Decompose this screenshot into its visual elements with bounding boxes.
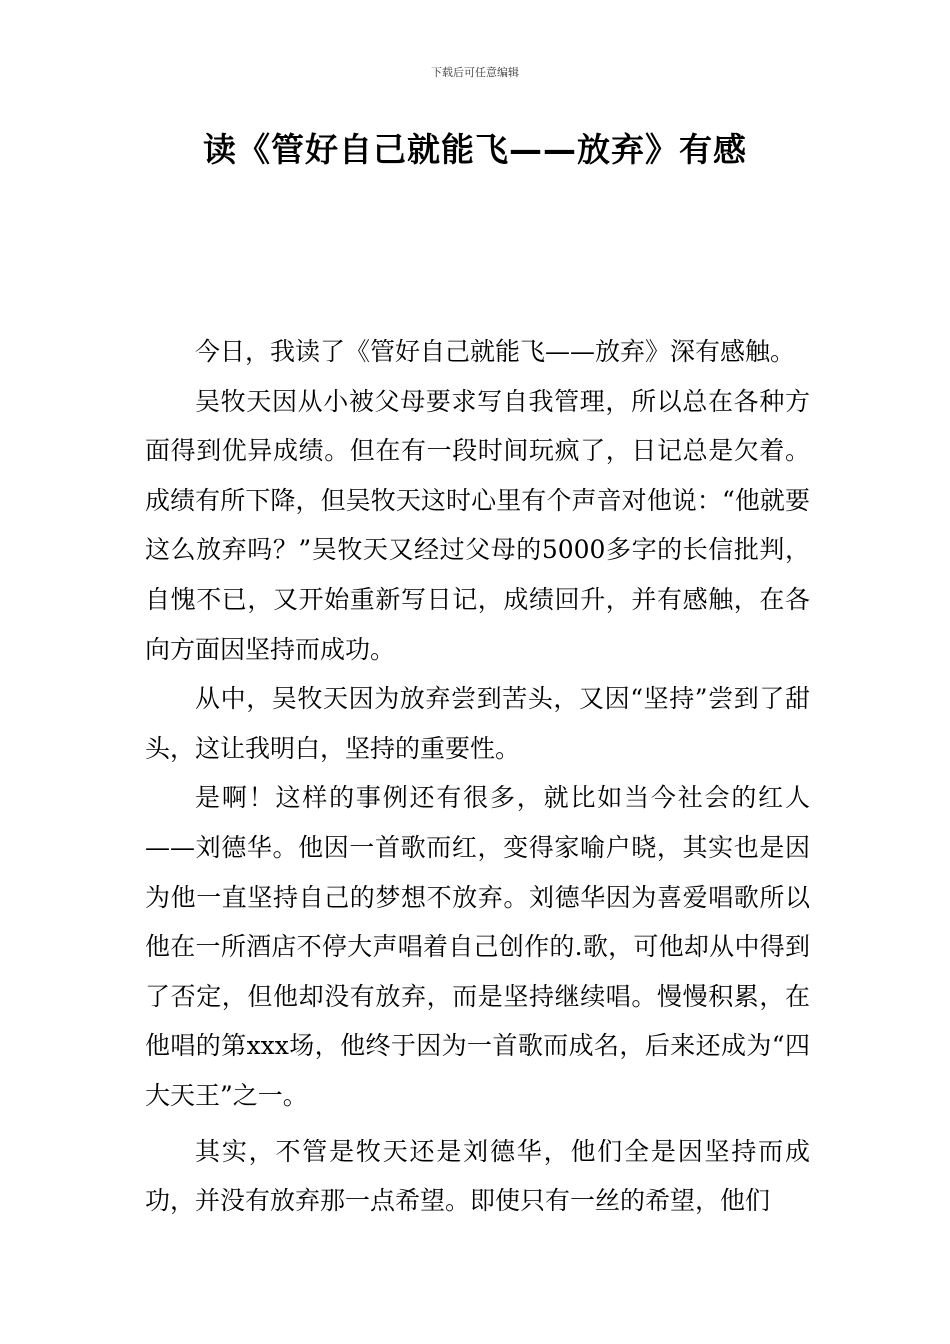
document-title: 读《管好自己就能飞——放弃》有感 bbox=[203, 130, 747, 169]
paragraph-4: 是啊！这样的事例还有很多，就比如当今社会的红人——刘德华。他因一首歌而红，变得家喻户晓，其实也是因为他一直坚持自己的梦想不放弃。刘德华因为喜爱唱歌所以他在一所酒店不停大声唱着自己创作的.歌，可他却从中得到了否定，但他却没有放弃，而是坚持继续唱。慢慢积累，在他唱的第xxx场，他终于因为一首歌而成名，后来还成为“四大天王”之一。 bbox=[145, 783, 810, 1110]
paragraph-3: 从中，吴牧天因为放弃尝到苦头，又因“坚持”尝到了甜头，这让我明白，坚持的重要性。 bbox=[145, 684, 810, 763]
paragraph-2: 吴牧天因从小被父母要求写自我管理，所以总在各种方面得到优异成绩。但在有一段时间玩疯了，日记总是欠着。成绩有所下降，但吴牧天这时心里有个声音对他说：“他就要这么放弃吗？”吴牧天又经过父母的5000多字的长信批判，自愧不已，又开始重新写日记，成绩回升，并有感触，在各向方面因坚持而成功。 bbox=[145, 386, 810, 664]
document-body bbox=[145, 327, 810, 1226]
header-note: 下载后可任意编辑 bbox=[431, 66, 519, 79]
paragraph-5: 其实，不管是牧天还是刘德华，他们全是因坚持而成功，并没有放弃那一点希望。即使只有一丝的希望，他们 bbox=[145, 1136, 810, 1216]
paragraph-1: 今日，我读了《管好自己就能飞——放弃》深有感触。 bbox=[195, 337, 796, 366]
